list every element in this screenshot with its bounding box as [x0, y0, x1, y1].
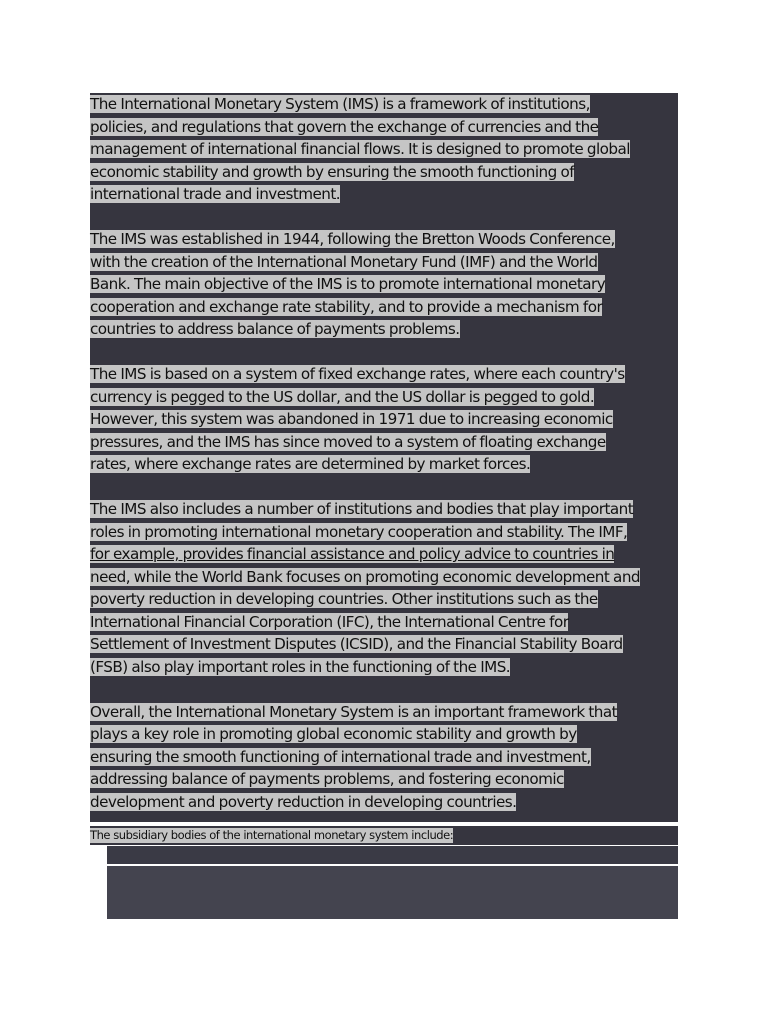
text-line: poverty reduction in developing countries. Other institutions such as the: [90, 590, 598, 609]
text-line: Overall, the International Monetary System is an important framework that: [90, 702, 617, 721]
text-line: The IMS is based on a system of fixed exchange rates, where each country's: [90, 364, 625, 383]
text-line: cooperation and exchange rate stability, and to provide a mechanism for: [90, 297, 603, 316]
text-line: The IMS also includes a number of institutions and bodies that play important: [90, 499, 634, 518]
text-line: The International Monetary System (IMS) is a framework of institutions,: [90, 95, 590, 113]
paragraph: [90, 701, 690, 814]
paragraph: [90, 93, 690, 206]
subsidiary-heading: The subsidiary bodies of the international monetary system include:: [90, 828, 454, 842]
text-line: Settlement of Investment Disputes (ICSID), and the Financial Stability Board: [90, 635, 623, 654]
paragraph: [90, 363, 690, 476]
paragraph: [90, 228, 690, 341]
paragraph: [90, 498, 690, 679]
text-line: addressing balance of payments problems, and fostering economic: [90, 770, 564, 789]
text-line: International Financial Corporation (IFC), the International Centre for: [90, 612, 569, 631]
text-line: roles in promoting international monetary cooperation and stability. The IMF,: [90, 522, 628, 541]
text-line: policies, and regulations that govern the exchange of currencies and the: [90, 117, 599, 136]
text-line: economic stability and growth by ensuring the smooth functioning of: [90, 162, 575, 181]
table-header-row: [107, 846, 678, 864]
text-line: However, this system was abandoned in 1971 due to increasing economic: [90, 410, 613, 429]
text-line: international trade and investment.: [90, 185, 341, 204]
document-body: [90, 93, 690, 814]
text-line: for example, provides financial assistance and policy advice to countries in: [90, 545, 615, 564]
text-line: (FSB) also play important roles in the functioning of the IMS.: [90, 658, 511, 677]
table-body-row: [107, 866, 678, 919]
text-line: management of international financial flows. It is designed to promote global: [90, 140, 630, 159]
text-line: ensuring the smooth functioning of international trade and investment,: [90, 747, 591, 766]
text-line: Bank. The main objective of the IMS is to promote international monetary: [90, 275, 606, 294]
text-line: The IMS was established in 1944, following the Bretton Woods Conference,: [90, 229, 615, 248]
text-line: need, while the World Bank focuses on promoting economic development and: [90, 567, 640, 586]
text-line: rates, where exchange rates are determined by market forces.: [90, 455, 531, 474]
text-line: development and poverty reduction in developing countries.: [90, 793, 517, 812]
text-line: plays a key role in promoting global economic stability and growth by: [90, 725, 577, 744]
text-line: currency is pegged to the US dollar, and the US dollar is pegged to gold.: [90, 387, 595, 406]
text-line: pressures, and the IMS has since moved to a system of floating exchange: [90, 432, 606, 451]
text-line: countries to address balance of payments problems.: [90, 320, 460, 339]
text-line: with the creation of the International Monetary Fund (IMF) and the World: [90, 252, 598, 271]
